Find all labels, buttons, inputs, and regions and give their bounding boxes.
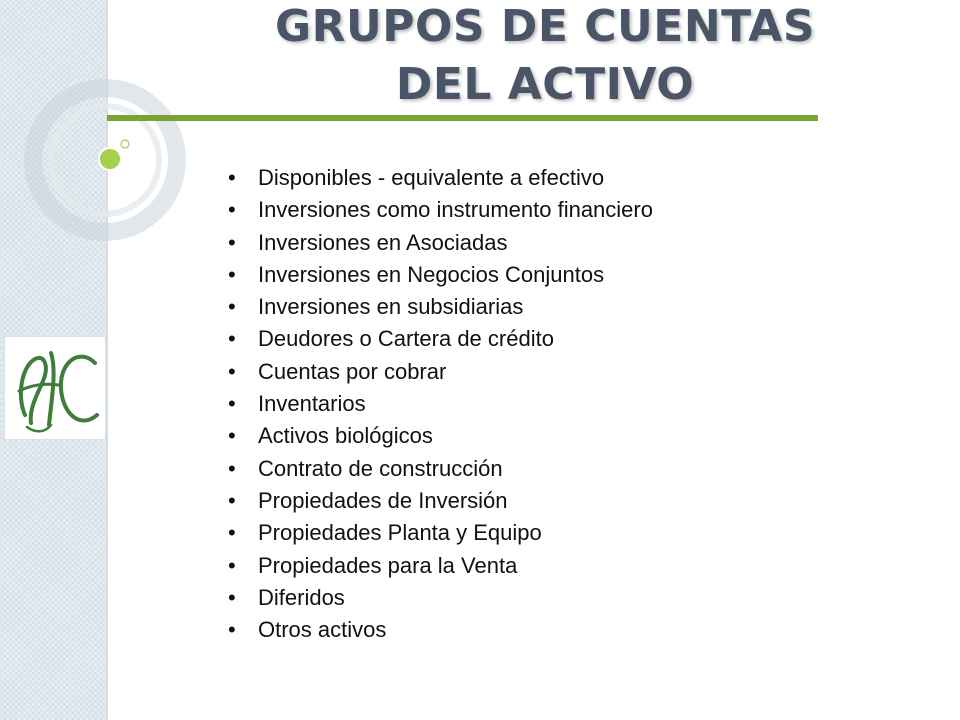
list-item [228,517,653,549]
list-item-label: Otros activos [258,617,387,643]
list-item [228,162,653,194]
bullet-icon: • [228,229,236,255]
title-underline [107,115,818,121]
list-item-label: Cuentas por cobrar [258,358,447,384]
list-item [228,550,653,582]
title-line-2: DEL ACTIVO [395,59,695,110]
list-item [228,291,653,323]
hc-monogram-icon [5,337,105,439]
bullet-icon: • [228,584,236,610]
list-item-label: Propiedades para la Venta [258,552,518,578]
list-item-label: Contrato de construcción [258,455,503,481]
page-title [150,0,940,114]
bullet-icon: • [228,326,236,352]
list-item [228,259,653,291]
bullet-icon: • [228,358,236,384]
bullet-icon: • [228,423,236,449]
list-item-label: Inversiones como instrumento financiero [258,197,653,223]
list-item-label: Inversiones en Negocios Conjuntos [258,261,605,287]
bullet-icon: • [228,617,236,643]
list-item-label: Diferidos [258,584,345,610]
list-item-label: Propiedades de Inversión [258,487,508,513]
list-item [228,356,653,388]
list-item-label: Activos biológicos [258,423,433,449]
list-item [228,582,653,614]
list-item-label: Deudores o Cartera de crédito [258,326,554,352]
list-item [228,420,653,452]
bullet-icon: • [228,487,236,513]
hc-logo [4,336,106,440]
bullet-icon: • [228,391,236,417]
list-item-label: Inversiones en Asociadas [258,229,508,255]
list-item [228,614,653,646]
list-item [228,453,653,485]
list-item [228,323,653,355]
bullet-icon: • [228,520,236,546]
list-item [228,388,653,420]
bullet-icon: • [228,261,236,287]
list-item [228,227,653,259]
bullet-icon: • [228,455,236,481]
list-item-label: Inventarios [258,391,366,417]
title-line-1: GRUPOS DE CUENTAS [274,1,816,52]
asset-groups-list [228,162,653,646]
bullet-icon: • [228,197,236,223]
list-item [228,485,653,517]
bullet-icon: • [228,165,236,190]
bullet-icon: • [228,294,236,320]
side-divider [106,0,108,720]
list-item-label: Disponibles - equivalente a efectivo [258,165,605,190]
list-item-label: Propiedades Planta y Equipo [258,520,542,546]
list-item-label: Inversiones en subsidiarias [258,294,524,320]
bullet-icon: • [228,552,236,578]
list-item [228,194,653,226]
